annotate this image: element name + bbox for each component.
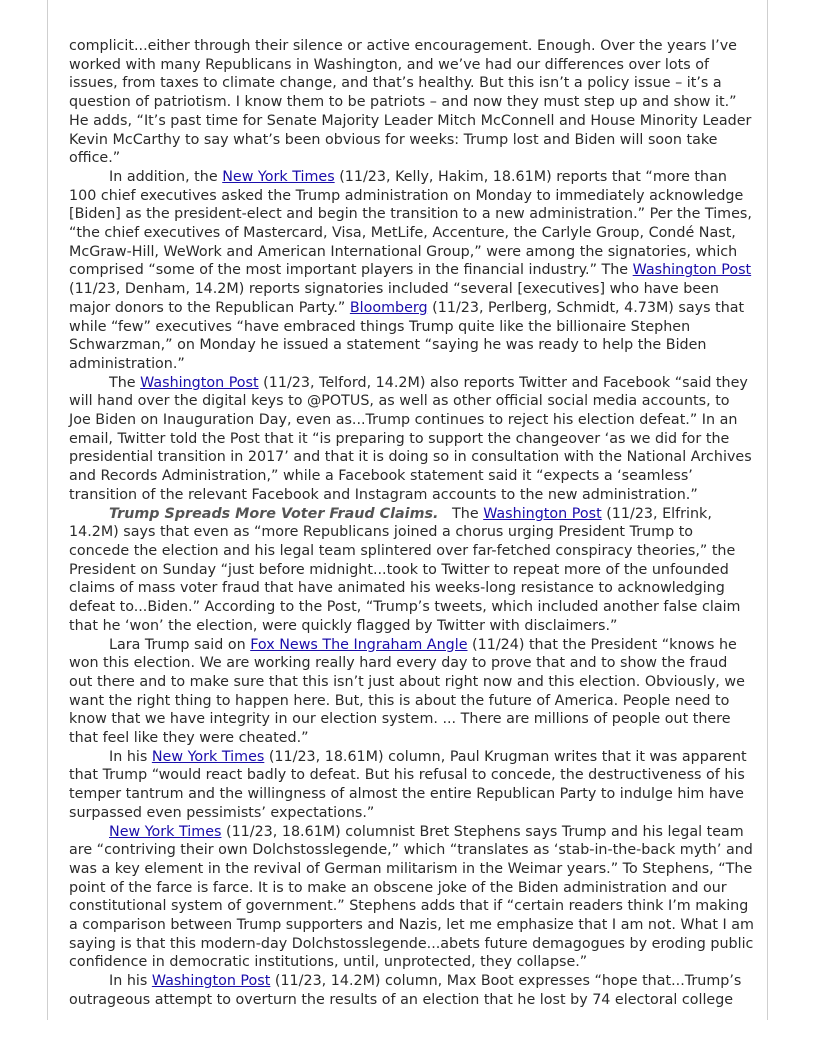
- link-washington-post[interactable]: Washington Post: [140, 374, 259, 391]
- paragraph-social-media-handover: [69, 374, 754, 505]
- link-washington-post[interactable]: Washington Post: [483, 505, 602, 522]
- text-run: (11/23, Telford, 14.2M) also reports Twitter and Facebook “said they will hand over the digital keys to @POTUS, as well as other official social media accounts, to Joe Biden on Inauguration Day, even as...Trump continues to reject his election defeat.” In an email, Twitter told the Post that it “is preparing to support the changeover ‘as we did for the presidential transition in 2017’ and that it is doing so in consultation with the National Archives and Records Administration,” while a Facebook statement said it “expects a ‘seamless’ transition of the relevant Facebook and Instagram accounts to the new administration.”: [69, 374, 752, 503]
- document-page: [47, 0, 768, 1020]
- text-run: In addition, the: [109, 168, 223, 185]
- paragraph-voter-fraud-claims: [69, 505, 754, 636]
- paragraph-ceo-letter: [69, 168, 754, 374]
- link-washington-post[interactable]: Washington Post: [632, 262, 752, 279]
- link-washington-post[interactable]: Washington Post: [151, 973, 271, 990]
- text-run: In his: [109, 973, 152, 990]
- text-run: The: [109, 374, 141, 391]
- text-run: In his: [109, 748, 152, 765]
- text-run: (11/23, Elfrink, 14.2M) says that even as “more Republicans joined a chorus urging President Trump to concede the election and his legal team splintered over far-fetched conspiracy theories,” the President on Sunday “just before midnight...took to Twitter to repeat more of the unfounded claims of mass voter fraud that have animated his weeks-long resistance to acknowledging defeat to...Biden.” According to the Post, “Trump’s tweets, which included another false claim that he ‘won’ the election, were quickly flagged by Twitter with disclaimers.”: [69, 505, 741, 634]
- link-bloomberg[interactable]: Bloomberg: [349, 299, 428, 316]
- link-new-york-times[interactable]: New York Times: [109, 823, 222, 840]
- text-run: The: [438, 505, 484, 522]
- link-new-york-times[interactable]: New York Times: [222, 168, 335, 185]
- text-run: (11/23, Kelly, Hakim, 18.61M) reports that “more than 100 chief executives asked the Trump administration on Monday to immediately acknowledge [Biden] as the president-elect and begin the transition to a new administration.” Per the Times, “the chief executives of Mastercard, Visa, MetLife, Accenture, the Carlyle Group, Condé Nast, McGraw-Hill, WeWork and American International Group,” were among the signatories, which comprised “some of the most important players in the financial industry.” The: [69, 168, 752, 279]
- text-run: Lara Trump said on: [109, 636, 251, 653]
- article-body: [69, 37, 754, 1010]
- text-run: (11/23, Perlberg, Schmidt, 4.73M) says that while “few” executives “have embraced things Trump quite like the billionaire Stephen Schwarzman,” on Monday he issued a statement “saying he was ready to help the Biden administration.”: [69, 299, 745, 372]
- paragraph-continuation: [69, 37, 754, 168]
- text-run: (11/23, Denham, 14.2M) reports signatories included “several [executives] who have been major donors to the Republican Party.”: [69, 281, 719, 316]
- text-run: (11/24) that the President “knows he won this election. We are working really hard every day to prove that and to show the fraud out there and to make sure that this isn’t just about right now and this election. Obviously, we want the right thing to happen here. But, this is about the future of America. People need to know that we have integrity in our election system. ... There are millions of people out there that feel like they were cheated.”: [69, 636, 745, 747]
- text-run: (11/23, 18.61M) column, Paul Krugman writes that it was apparent that Trump “would react badly to defeat. But his refusal to concede, the destructiveness of his temper tantrum and the willingness of almost the entire Republican Party to indulge him have surpassed even pessimists’ expectations.”: [69, 748, 747, 821]
- paragraph-krugman: [69, 748, 754, 823]
- paragraph-lara-trump: [69, 636, 754, 748]
- text-run: (11/23, 14.2M) column, Max Boot expresses “hope that...Trump’s outrageous attempt to overturn the results of an election that he lost by 74 electoral college: [69, 973, 742, 1008]
- section-headline: Trump Spreads More Voter Fraud Claims.: [109, 505, 439, 522]
- link-new-york-times[interactable]: New York Times: [151, 748, 265, 765]
- paragraph-stephens: [69, 823, 754, 973]
- paragraph-boot: [69, 972, 754, 1009]
- text-run: complicit...either through their silence or active encouragement. Enough. Over the years I’ve worked with many Republicans in Washington, and we’ve had our differences over lots of issues, from taxes to climate change, and that’s healthy. But this isn’t a policy issue – it’s a question of patriotism. I know them to be patriots – and now they must step up and show it.” He adds, “It’s past time for Senate Majority Leader Mitch McConnell and House Minority Leader Kevin McCarthy to say what’s been obvious for weeks: Trump lost and Biden will soon take office.”: [69, 38, 752, 167]
- text-run: (11/23, 18.61M) columnist Bret Stephens says Trump and his legal team are “contriving their own Dolchstosslegende,” which “translates as ‘stab-in-the-back myth’ and was a key element in the revival of German militarism in the Weimar years.” To Stephens, “The point of the farce is farce. It is to make an obscene joke of the Biden administration and our constitutional system of government.” Stephens adds that if “certain readers think I’m making a comparison between Trump supporters and Nazis, let me emphasize that I am not. What I am saying is that this modern-day Dolchstosslegende...abets future demagogues by eroding public confidence in democratic institutions, until, unprotected, they collapse.”: [69, 823, 754, 971]
- link-fox-news-ingraham-angle[interactable]: Fox News The Ingraham Angle: [250, 636, 468, 653]
